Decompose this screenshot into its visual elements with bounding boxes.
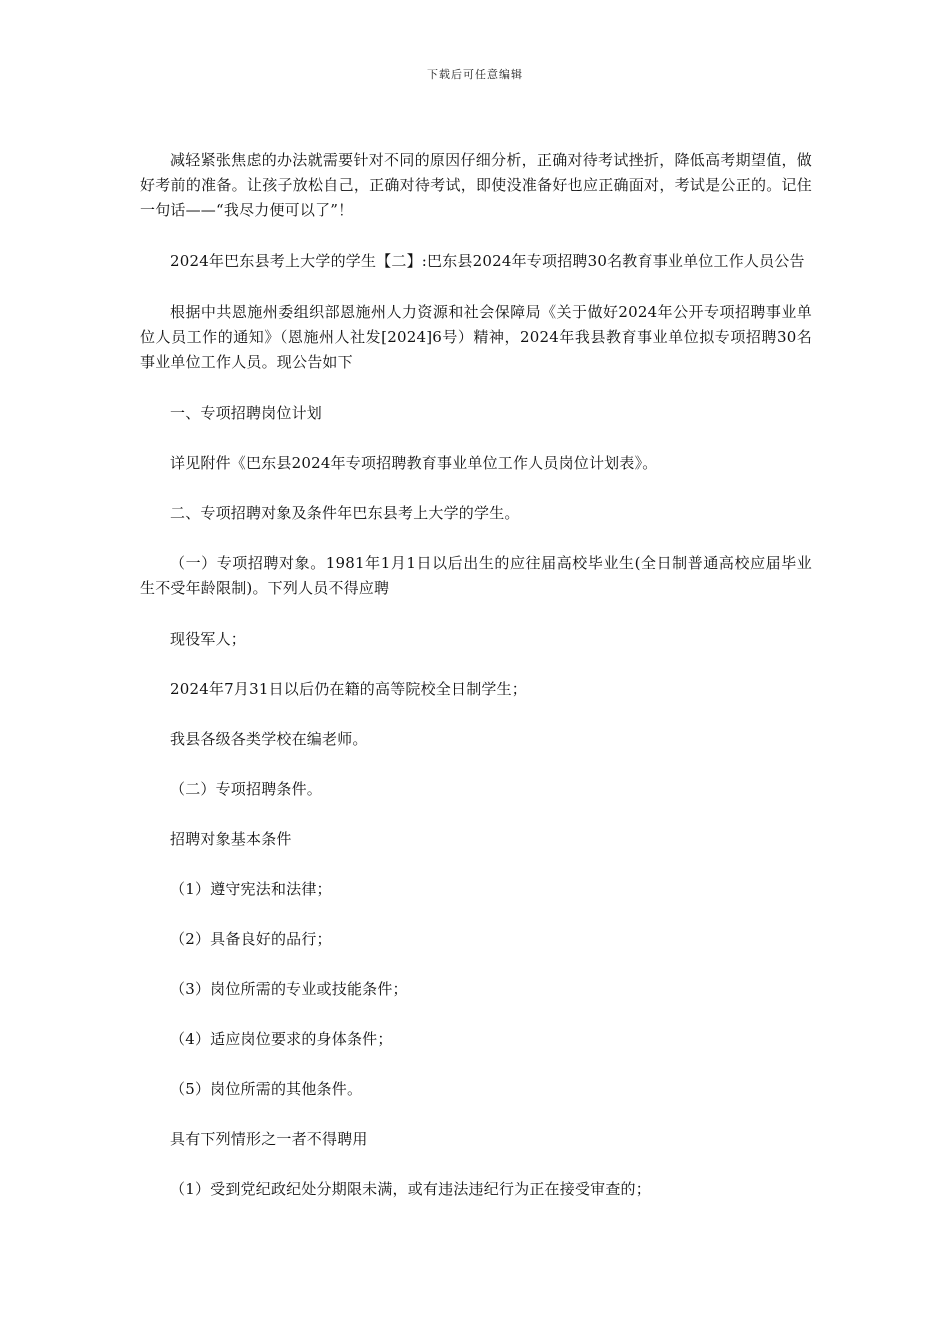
heading-targets-conditions: 二、专项招聘对象及条件年巴东县考上大学的学生。 [170, 504, 520, 522]
heading-recruit-conditions: （二）专项招聘条件。 [170, 780, 323, 798]
document-body [140, 148, 812, 1227]
paragraph-notice-basis: 根据中共恩施州委组织部恩施州人力资源和社会保障局《关于做好2024年公开专项招聘事业单位人员工作的通知》（恩施州人社发[2024]6号）精神，2024年我县教育事业单位拟专项招聘30名事业单位工作人员。现公告如下 [140, 303, 812, 371]
paragraph-stress-relief: 减轻紧张焦虑的办法就需要针对不同的原因仔细分析，正确对待考试挫折，降低高考期望值，做好考前的准备。让孩子放松自己，正确对待考试，即使没准备好也应正确面对，考试是公正的。记住一句话——“我尽力便可以了”！ [140, 151, 812, 219]
list-item-exclusion-2: 2024年7月31日以后仍在籍的高等院校全日制学生； [170, 680, 528, 698]
page-header: 下载后可任意编辑 [427, 68, 523, 81]
paragraph-attachment: 详见附件《巴东县2024年专项招聘教育事业单位工作人员岗位计划表》。 [170, 454, 658, 472]
list-item-condition-5: （5）岗位所需的其他条件。 [170, 1080, 363, 1098]
list-item-disqualification-1: （1）受到党纪政纪处分期限未满，或有违法违纪行为正在接受审查的； [170, 1180, 651, 1198]
list-item-condition-3: （3）岗位所需的专业或技能条件； [170, 980, 408, 998]
heading-position-plan: 一、专项招聘岗位计划 [170, 404, 323, 422]
paragraph-section-title: 2024年巴东县考上大学的学生【二】:巴东县2024年专项招聘30名教育事业单位工作人员公告 [170, 252, 805, 270]
list-item-condition-1: （1）遵守宪法和法律； [170, 880, 332, 898]
heading-basic-conditions: 招聘对象基本条件 [170, 830, 292, 848]
list-item-condition-2: （2）具备良好的品行； [170, 930, 332, 948]
list-item-exclusion-1: 现役军人； [170, 630, 247, 648]
list-item-condition-4: （4）适应岗位要求的身体条件； [170, 1030, 393, 1048]
heading-disqualifications: 具有下列情形之一者不得聘用 [170, 1130, 368, 1148]
list-item-exclusion-3: 我县各级各类学校在编老师。 [170, 730, 368, 748]
paragraph-recruit-targets: （一）专项招聘对象。1981年1月1日以后出生的应往届高校毕业生(全日制普通高校应届毕业生不受年龄限制)。下列人员不得应聘 [140, 554, 812, 597]
